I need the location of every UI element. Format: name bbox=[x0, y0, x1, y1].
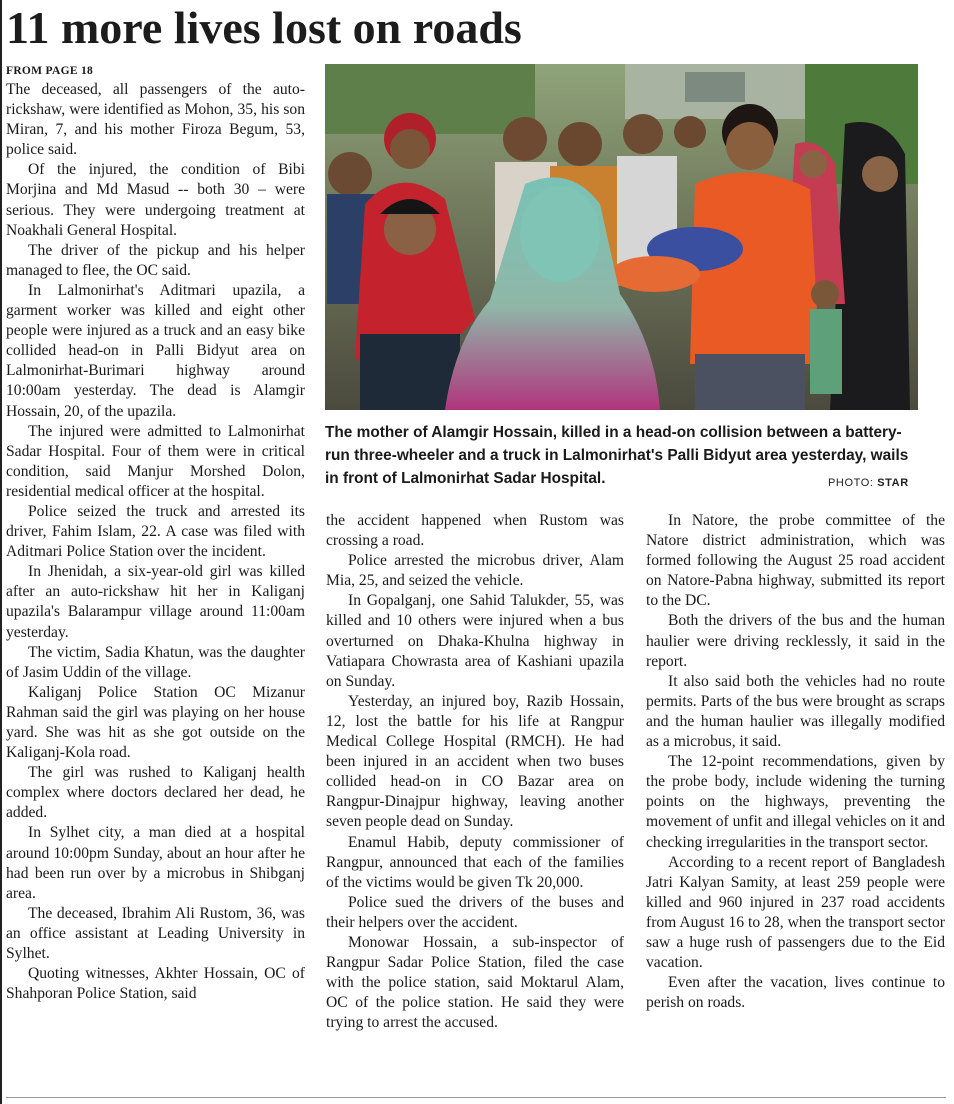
paragraph: The girl was rushed to Kaliganj health complex where doctors declared her dead, he added. bbox=[6, 764, 305, 822]
paragraph: The deceased, Ibrahim Ali Rustom, 36, was an office assistant at Leading University in Sylhet. bbox=[6, 904, 305, 963]
paragraph: Enamul Habib, deputy commissioner of Rangpur, announced that each of the families of the victims would be given Tk 20,000. bbox=[326, 833, 624, 891]
paragraph: The driver of the pickup and his helper managed to flee, the OC said. bbox=[6, 241, 305, 279]
paragraph: The injured were admitted to Lalmonirhat Sadar Hospital. Four of them were in critical condition, said Manjur Morshed Dolon, residential medical officer at the hospital. bbox=[6, 422, 305, 500]
photo-credit bbox=[828, 477, 909, 489]
paragraph: Yesterday, an injured boy, Razib Hossain, 12, lost the battle for his life at Rangpur Medical College Hospital (RMCH). He had been injured in an accident when two buses collided head-on in CO Bazar area on Rangpur-Dinajpur highway, leaving another seven people dead on Sunday. bbox=[326, 692, 624, 831]
photo-caption: The mother of Alamgir Hossain, killed in a head-on collision between a battery-run three-wheeler and a truck in Lalmonirhat's Palli Bidyut area yesterday, wails in front of Lalmonirhat Sadar Hospital. bbox=[325, 424, 909, 488]
article-column-2 bbox=[326, 511, 624, 1033]
page-left-rule bbox=[0, 0, 2, 1104]
paragraph: Quoting witnesses, Akhter Hossain, OC of Shahporan Police Station, said bbox=[6, 965, 305, 1003]
paragraph: In Sylhet city, a man died at a hospital around 10:00pm Sunday, about an hour after he had been run over by a microbus in Shibganj area. bbox=[6, 824, 305, 902]
paragraph: Both the drivers of the bus and the human haulier were driving recklessly, it said in the report. bbox=[646, 612, 945, 670]
paragraph: Kaliganj Police Station OC Mizanur Rahman said the girl was playing on her house yard. She was hit as she got outside on the Kaliganj-Kola road. bbox=[6, 683, 305, 762]
paragraph: Monowar Hossain, a sub-inspector of Rangpur Sadar Police Station, filed the case with the police station, said Moktarul Alam, OC of the police station. He said they were trying to arrest the accused. bbox=[326, 933, 624, 1032]
paragraph: The 12-point recommendations, given by the probe body, include widening the turning points on the highways, preventing the movement of unfit and illegal vehicles on it and checking irregularities in the transport sector. bbox=[646, 753, 945, 851]
photo-credit-source: STAR bbox=[877, 477, 909, 489]
news-photo bbox=[325, 64, 918, 410]
paragraph: In Natore, the probe committee of the Natore district administration, which was formed following the August 25 road accident on Natore-Pabna highway, submitted its report to the DC. bbox=[646, 512, 945, 610]
paragraph: In Jhenidah, a six-year-old girl was killed after an auto-rickshaw hit her in Kaliganj upazila's Balarampur village around 11:00am yesterday. bbox=[6, 563, 305, 641]
paragraph: Police seized the truck and arrested its driver, Fahim Islam, 22. A case was filed with Aditmari Police Station over the incident. bbox=[6, 502, 305, 561]
paragraph: According to a recent report of Bangladesh Jatri Kalyan Samity, at least 259 people were killed and 960 injured in 237 road accidents from August 16 to 28, when the transport sector saw a huge rush of passengers due to the Eid vacation. bbox=[646, 853, 945, 972]
bottom-rule bbox=[6, 1097, 946, 1098]
paragraph: Even after the vacation, lives continue to perish on roads. bbox=[646, 974, 945, 1012]
news-photo-illustration bbox=[325, 64, 918, 410]
paragraph: In Lalmonirhat's Aditmari upazila, a garment worker was killed and eight other people were injured as a truck and an easy bike collided head-on in Palli Bidyut area on Lalmonirhat-Burimari highway around 10:00am yesterday. The dead is Alamgir Hossain, 20, of the upazila. bbox=[6, 281, 305, 420]
paragraph: It also said both the vehicles had no route permits. Parts of the bus were brought as scraps and the human haulier was illegally modified as a microbus, it said. bbox=[646, 672, 945, 751]
paragraph: Police sued the drivers of the buses and their helpers over the accident. bbox=[326, 893, 624, 931]
continuation-kicker: FROM PAGE 18 bbox=[6, 65, 94, 77]
paragraph: the accident happened when Rustom was crossing a road. bbox=[326, 512, 624, 550]
paragraph: Police arrested the microbus driver, Alam Mia, 25, and seized the vehicle. bbox=[326, 552, 624, 590]
paragraph: In Gopalganj, one Sahid Talukder, 55, was killed and 10 others were injured when a bus overturned on Dhaka-Khulna highway in Vatiapara Chowrasta area of Kashiani upazila on Sunday. bbox=[326, 592, 624, 690]
article-column-1 bbox=[6, 62, 305, 1004]
paragraph: Of the injured, the condition of Bibi Morjina and Md Masud -- both 30 – were serious. They were undergoing treatment at Noakhali General Hospital. bbox=[6, 161, 305, 239]
paragraph: The deceased, all passengers of the auto-rickshaw, were identified as Mohon, 35, his son Miran, 7, and his mother Firoza Begum, 53, police said. bbox=[6, 81, 305, 159]
headline: 11 more lives lost on roads bbox=[6, 2, 522, 53]
photo-credit-label: PHOTO: bbox=[828, 477, 874, 489]
article-column-3 bbox=[646, 511, 945, 1013]
paragraph: The victim, Sadia Khatun, was the daughter of Jasim Uddin of the village. bbox=[6, 643, 305, 681]
